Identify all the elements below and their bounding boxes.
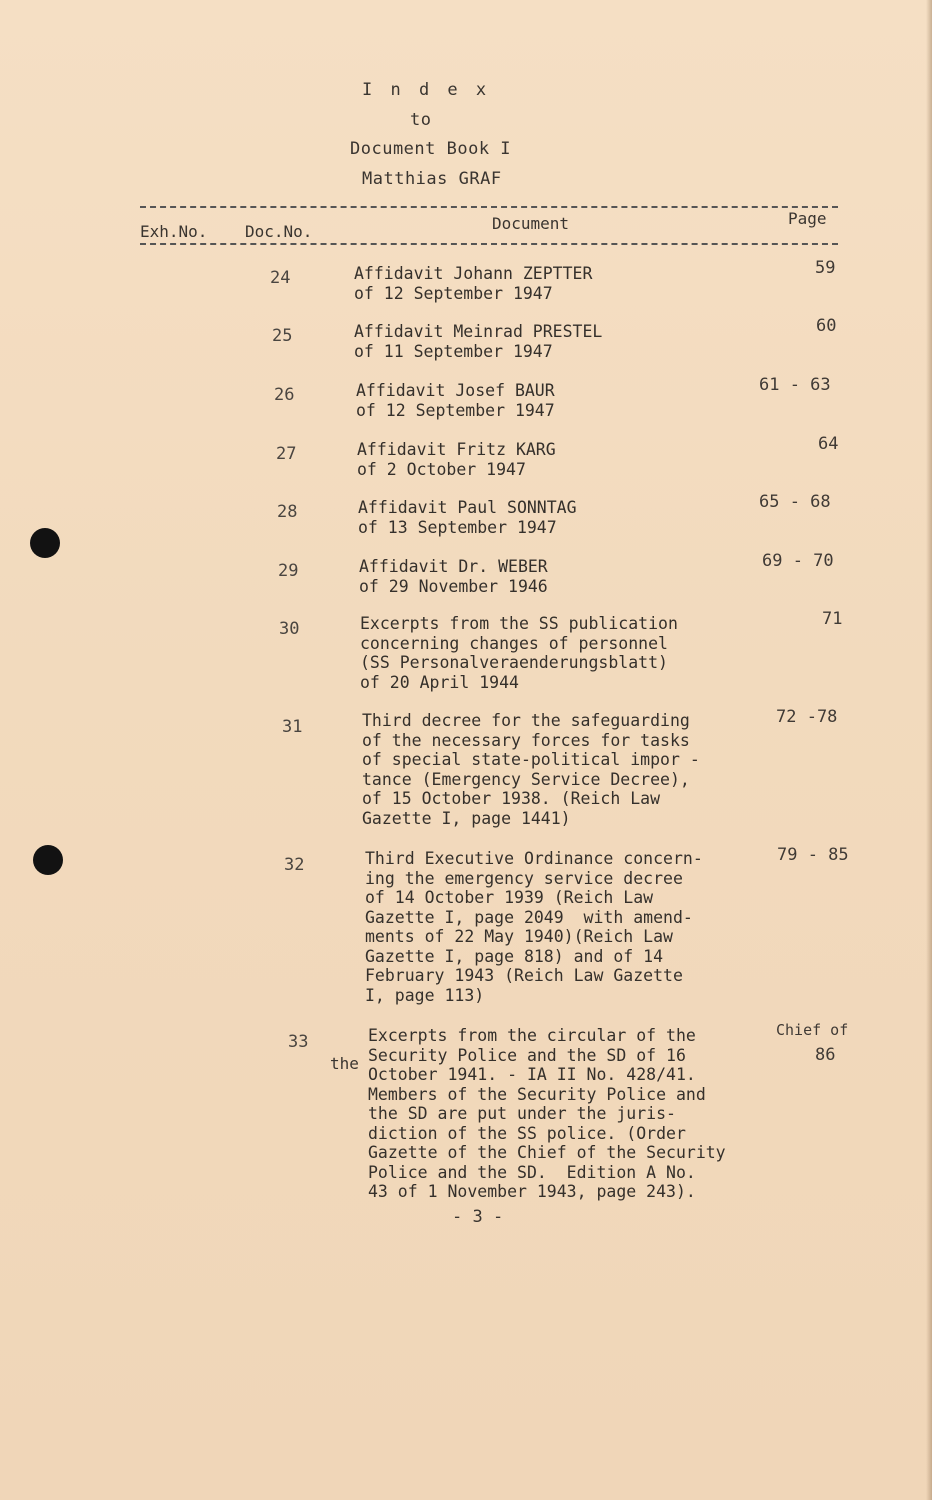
page-range: 59 [815,258,836,278]
doc-number: 33 [288,1032,309,1052]
page-range: 64 [818,434,839,454]
doc-number: 29 [278,561,299,581]
margin-word: the [330,1054,359,1073]
column-page: Page [788,209,827,228]
footer-page-number: - 3 - [452,1207,504,1227]
title-defendant-name: Matthias GRAF [362,169,502,189]
document-description: Affidavit Johann ZEPTTER of 12 September 1947 [354,264,593,303]
document-description: Excerpts from the SS publication concerning changes of personnel (SS Personalveraenderungsblatt) of 20 April 1944 [360,614,678,692]
column-document: Document [492,214,570,233]
title-to: to [410,110,432,130]
column-doc-no: Doc.No. [245,222,313,241]
doc-number: 31 [282,717,303,737]
document-description: Affidavit Fritz KARG of 2 October 1947 [357,440,556,479]
page-range: 71 [822,609,843,629]
doc-number: 27 [276,444,297,464]
document-description: Affidavit Josef BAUR of 12 September 1947 [356,381,555,420]
doc-number: 30 [279,619,300,639]
page-range: 72 -78 [776,707,838,727]
title-document-book: Document Book I [350,139,512,159]
page-range: 69 - 70 [762,551,834,571]
document-description: Excerpts from the circular of the Security Police and the SD of 16 October 1941. - IA II No. 428/41. Members of the Security Police and the SD are put under the juris- diction of the SS police. (Order Gazette of the Chief of the Security Police and the SD. Edition A No. 43 of 1 November 1943, page 243). [368,1026,726,1201]
page-range: 61 - 63 [759,375,831,395]
column-exh-no: Exh.No. [140,222,208,241]
header-rule-bottom [140,243,838,245]
paper-edge [926,0,932,1500]
doc-number: 25 [272,326,293,346]
document-description: Third decree for the safeguarding of the necessary forces for tasks of special state-political impor - tance (Emergency Service Decree), of 15 October 1938. (Reich Law Gazette I, page 1441) [362,711,700,828]
document-description: Third Executive Ordinance concern- ing the emergency service decree of 14 October 1939 (Reich Law Gazette I, page 2049 with amend- ments of 22 May 1940)(Reich Law Gazette I, page 818) and of 14 February 1943 (Reich Law Gazette I, page 113) [365,849,703,1005]
doc-number: 26 [274,385,295,405]
page-range: 65 - 68 [759,492,831,512]
header-rule-top [140,206,838,208]
punch-hole-lower [33,845,63,875]
page-range: 79 - 85 [777,845,849,865]
document-description: Affidavit Dr. WEBER of 29 November 1946 [359,557,548,596]
doc-number: 32 [284,855,305,875]
doc-number: 28 [277,502,298,522]
doc-number: 24 [270,268,291,288]
document-description: Affidavit Meinrad PRESTEL of 11 September 1947 [354,322,603,361]
page-range: 60 [816,316,837,336]
title-index: I n d e x [362,80,491,100]
document-description: Affidavit Paul SONNTAG of 13 September 1947 [358,498,577,537]
page-range: 86 [815,1045,836,1065]
punch-hole-upper [30,528,60,558]
page-prefix: Chief of [776,1021,849,1039]
